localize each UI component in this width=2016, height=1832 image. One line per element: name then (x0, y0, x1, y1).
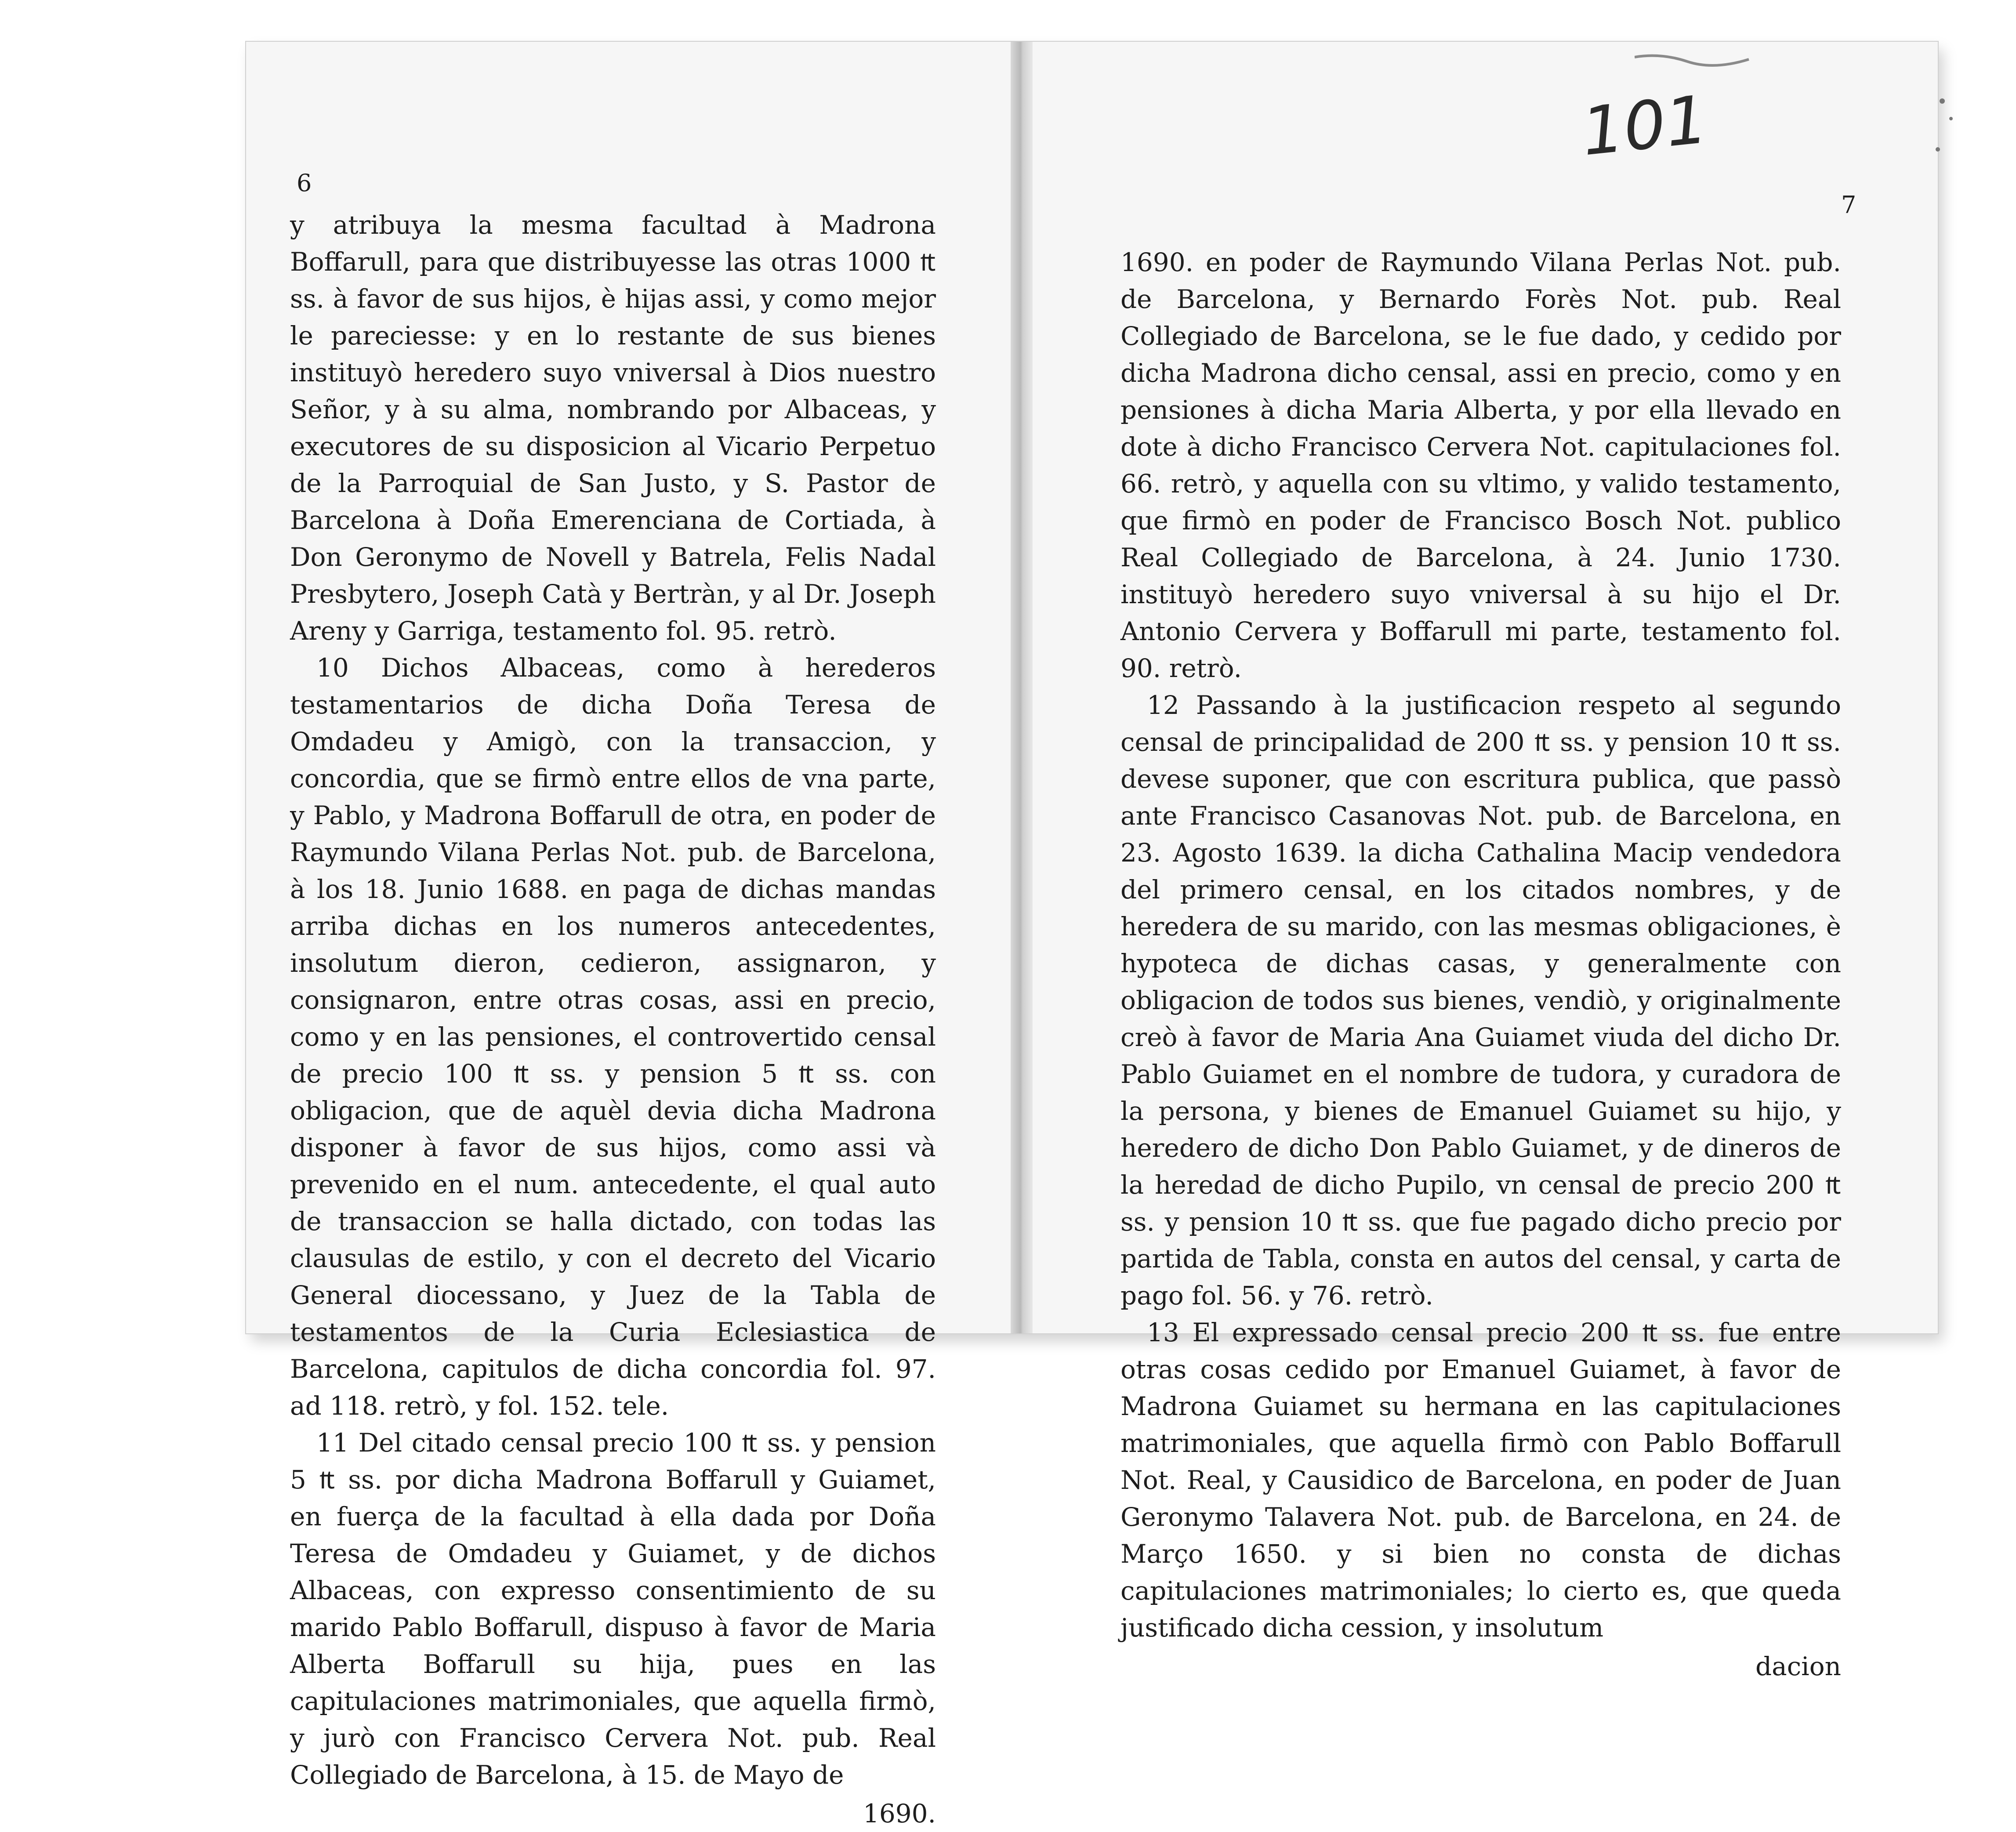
right-page (1033, 42, 1938, 1681)
left-paragraph: 11 Del citado censal precio 100 ₶ ss. y pension 5 ₶ ss. por dicha Madrona Boffarull y Guiamet, en fuerça de la facultad à ella dada por Doña Teresa de Omdadeu y Guiamet, y de dichos Albaceas, con expresso consentimiento de su marido Pablo Boffarull, dispuso à favor de Maria Alberta Boffarull su hija, pues en las capitulaciones matrimoniales, que aquella firmò, y jurò con Francisco Cervera Not. pub. Real Collegiado de Barcelona, à 15. de Mayo de (290, 1428, 936, 1790)
left-paragraph: y atribuya la mesma facultad à Madrona Boffarull, para que distribuyesse las otras 1000 ₶ ss. à favor de sus hijos, è hijas assi, y como mejor le pareciesse: y en lo restante de sus bienes instituyò heredero suyo vniversal à Dios nuestro Señor, y à su alma, nombrando por Albaceas, y executores de su disposicion al Vicario Perpetuo de la Parroquial de San Justo, y S. Pastor de Barcelona à Doña Emerenciana de Cortiada, à Don Geronymo de Novell y Batrela, Felis Nadal Presbytero, Joseph Catà y Bertràn, y al Dr. Joseph Areny y Garriga, testamento fol. 95. retrò. (290, 210, 936, 646)
left-page (246, 42, 1011, 1828)
open-book (246, 42, 1938, 1828)
left-page-number: 6 (297, 169, 312, 197)
left-catchword: 1690. (863, 1799, 936, 1828)
left-paragraph: 10 Dichos Albaceas, como à herederos testamentarios de dicha Doña Teresa de Omdadeu y Amigò, con la transaccion, y concordia, que se firmò entre ellos de vna parte, y Pablo, y Madrona Boffarull de otra, en poder de Raymundo Vilana Perlas Not. pub. de Barcelona, à los 18. Junio 1688. en paga de dichas mandas arriba dichas en los numeros antecedentes, insolutum dieron, cedieron, assignaron, y consignaron, entre otras cosas, assi en precio, como y en las pensiones, el controvertido censal de precio 100 ₶ ss. y pension 5 ₶ ss. con obligacion, que de aquèl devia dicha Madrona disponer à favor de sus hijos, como assi và prevenido en el num. antecedente, el qual auto de transaccion se halla dictado, con todas las clausulas de estilo, y con el decreto del Vicario General diocessano, y Juez de la Tabla de testamentos de la Curia Eclesiastica de Barcelona, capitulos de dicha concordia fol. 97. ad 118. retrò, y fol. 152. tele. (290, 653, 936, 1421)
paper-edge-wear (1635, 48, 1964, 180)
handwritten-folio-number: 101 (1578, 81, 1711, 171)
right-text-block (1120, 244, 1841, 1685)
left-text-block (290, 206, 936, 1832)
right-paragraph: 13 El expressado censal precio 200 ₶ ss. fue entre otras cosas cedido por Emanuel Guiamet, à favor de Madrona Guiamet su hermana en las capitulaciones matrimoniales, que aquella firmò con Pablo Boffarull Not. Real, y Causidico de Barcelona, en poder de Juan Geronymo Talavera Not. pub. de Barcelona, en 24. de Março 1650. y si bien no consta de dichas capitulaciones matrimoniales; lo cierto es, que queda justificado dicha cession, y insolutum (1120, 1318, 1841, 1643)
book-gutter (1011, 42, 1033, 1333)
right-paragraph: 1690. en poder de Raymundo Vilana Perlas Not. pub. de Barcelona, y Bernardo Forès Not. pub. Real Collegiado de Barcelona, se le fue dado, y cedido por dicha Madrona dicho censal, assi en precio, como y en pensiones à dicha Maria Alberta, y por ella llevado en dote à dicho Francisco Cervera Not. capitulaciones fol. 66. retrò, y aquella con su vltimo, y valido testamento, que firmò en poder de Francisco Bosch Not. publico Real Collegiado de Barcelona, à 24. Junio 1730. instituyò heredero suyo vniversal à su hijo el Dr. Antonio Cervera y Boffarull mi parte, testamento fol. 90. retrò. (1120, 247, 1841, 683)
right-page-number: 7 (1841, 191, 1856, 219)
right-catchword: dacion (1755, 1651, 1841, 1681)
right-paragraph: 12 Passando à la justificacion respeto al segundo censal de principalidad de 200 ₶ ss. y pension 10 ₶ ss. devese suponer, que con escritura publica, que passò ante Francisco Casanovas Not. pub. de Barcelona, en 23. Agosto 1639. la dicha Cathalina Macip vendedora del primero censal, en los citados nombres, y de heredera de su marido, con las mesmas obligaciones, è hypoteca de dichas casas, y generalmente con obligacion de todos sus bienes, vendiò, y originalmente creò à favor de Maria Ana Guiamet viuda del dicho Dr. Pablo Guiamet en el nombre de tudora, y curadora de la persona, y bienes de Emanuel Guiamet su hijo, y heredero de dicho Don Pablo Guiamet, y de dineros de la heredad de dicho Pupilo, vn censal de precio 200 ₶ ss. y pension 10 ₶ ss. que fue pagado dicho precio por partida de Tabla, consta en autos del censal, y carta de pago fol. 56. y 76. retrò. (1120, 690, 1841, 1311)
